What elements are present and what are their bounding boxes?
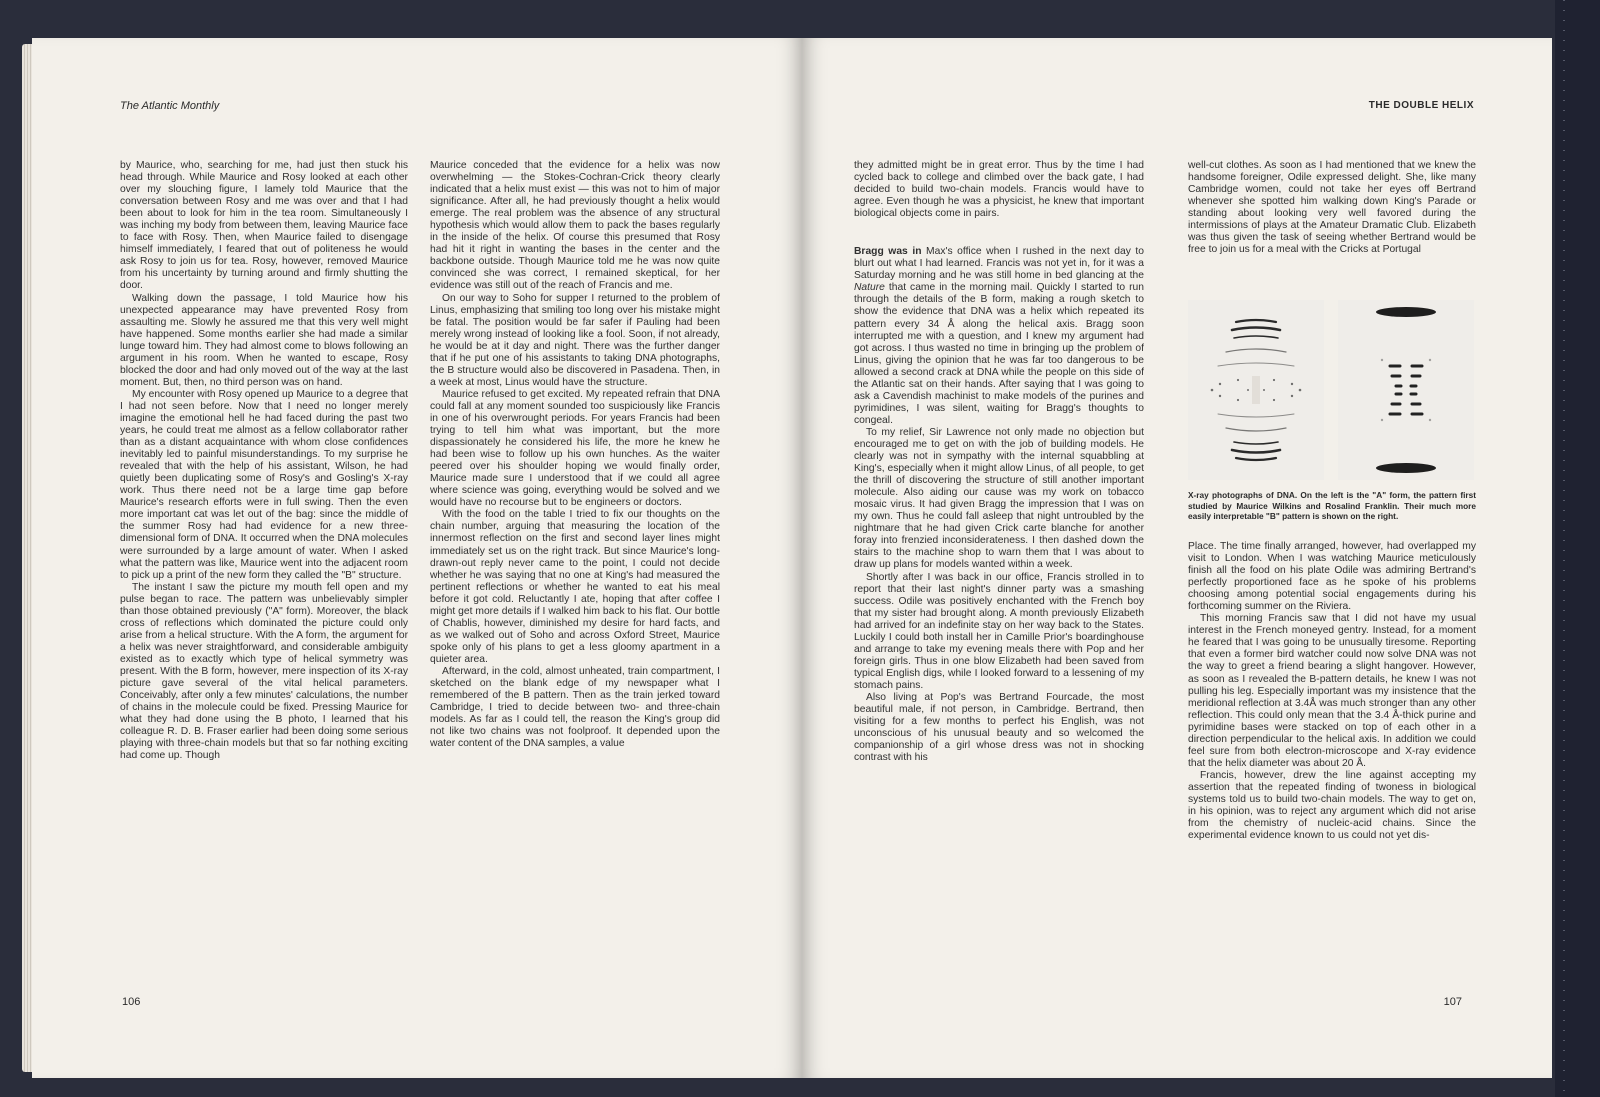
paragraph: Also living at Pop's was Bertrand Fourcade, the most beautiful male, if not person, in Cambridge. Bertrand, then visiting for a few months to perfect his English, was not unconscious of his unusual beauty and so welcomed the companionship of a girl whose dress was not in shocking contrast with his [854,691,1144,764]
left-page [32,38,802,1078]
left-column-2 [430,160,720,750]
scale-ruler [1555,0,1600,1097]
paragraph: Afterward, in the cold, almost unheated, train compartment, I sketched on the blank edge of my newspaper what I remembered of the B pattern. Then as the train jerked toward Cambridge, I tried to decide between two- and three-chain models. As far as I could tell, the reason the King's group did not like two chains was not foolproof. It depended upon the water content of the DNA samples, a value [430,665,720,750]
xray-photo-a-form [1188,300,1324,480]
paragraph: Walking down the passage, I told Maurice how his unexpected appearance may have prevented Rosy from assaulting me. Slowly he assured me that this very well might have happened. Some months earlier she had made a similar lunge toward him. They had almost come to blows following an argument in his room. When he wanted to escape, Rosy blocked the door and had only moved out of the way at the last moment. But, then, no third person was on hand. [120,292,408,388]
paragraph: Bragg was in Max's office when I rushed in the next day to blurt out what I had learned. Francis was not yet in, for it was a Saturday morning and he was still home in bed glancing at the Nature that came in the morning mail. Quickly I started to run through the details of the B form, making a rough sketch to show the evidence that DNA was a helix which repeated its pattern every 34 Å along the helical axis. Bragg soon interrupted me with a question, and I knew my argument had got across. I thus wasted no time in bringing up the problem of Linus, giving the opinion that he was far too dangerous to be allowed a second crack at DNA while the people on this side of the Atlantic sat on their hands. After saying that I was going to ask a Cavendish machinist to make models of the purines and pyrimidines, I was silent, waiting for Bragg's thoughts to congeal. [854,246,1144,426]
paragraph: To my relief, Sir Lawrence not only made no objection but encouraged me to get on with the job of building models. He clearly was not in sympathy with the internal squabbling at King's, especially when it might allow Linus, of all people, to get the thrill of discovering the structure of still another important molecule. Also aiding our cause was my work on tobacco mosaic virus. It had given Bragg the impression that I was on my own. Thus he could fall asleep that night untroubled by the nightmare that he had given Crick carte blanche for another foray into frenzied inconsiderateness. I then dashed down the stairs to the machine shop to warn them that I was about to draw up plans for models wanted within a week. [854,426,1144,571]
paragraph: This morning Francis saw that I did not have my usual interest in the French moneyed gentry. Instead, for a moment he feared that I was going to be unusually tiresome. Reporting that even a former bird watcher could now solve DNA was not the way to greet a friend bearing a slight hangover. However, as soon as I revealed the B-pattern details, he knew I was not pulling his leg. Especially important was my insistence that the meridional reflection at 3.4Å was much stronger than any other reflection. This could only mean that the 3.4 Å-thick purine and pyrimidine bases were stacked on top of each other in a direction perpendicular to the helical axis. In addition we could feel sure from both electron-microscope and X-ray evidence that the helix diameter was about 20 Å. [1188,613,1476,769]
right-column-2-bottom [1188,541,1476,842]
right-column-1 [854,160,1144,764]
right-column-2-top [1188,160,1476,256]
paragraph: My encounter with Rosy opened up Maurice to a degree that I had not seen before. Now that I need no longer merely imagine the emotional hell he had faced during the past two years, he could treat me almost as a fellow collaborator rather than as a distant acquaintance with whom close confidences inevitably led to painful misunderstandings. To my surprise he revealed that with the help of his assistant, Wilson, he had quietly been duplicating some of Rosy's and Gosling's X-ray work. Thus there need not be a large time gap before Maurice's research efforts were in full swing. Then the even more important cat was let out of the bag: since the middle of the summer Rosy had had evidence for a new three-dimensional form of DNA. It occurred when the DNA molecules were surrounded by a large amount of water. When I asked what the pattern was like, Maurice went into the adjacent room to pick up a print of the new form they called the "B" structure. [120,388,408,581]
paragraph: Francis, however, drew the line against accepting my assertion that the repeated finding of twoness in biological systems told us to build two-chain models. The way to get on, in his opinion, was to reject any argument which did not arise from the chemistry of nucleic-acid chains. Since the experimental evidence known to us could not yet dis- [1188,769,1476,842]
paragraph: they admitted might be in great error. Thus by the time I had cycled back to college and climbed over the back gate, I had decided to build two-chain models. Francis would have to agree. Even though he was a physicist, he knew that important biological objects come in pairs. [854,160,1144,220]
paragraph: Maurice refused to get excited. My repeated refrain that DNA could fall at any moment sounded too suspiciously like Francis in one of his overwrought periods. For years Francis had been trying to tell him what was important, but the more dispassionately he considered his life, the more he knew he had been wise to follow up his own hunches. As the waiter peered over his shoulder hoping we would finally order, Maurice made sure I understood that if we could all agree where science was going, everything would be solved and we would have no recourse but to be engineers or doctors. [430,388,720,509]
paragraph: by Maurice, who, searching for me, had just then stuck his head through. While Maurice and Rosy looked at each other over my slouching figure, I lamely told Maurice that the conversation between Rosy and me was over and that I had been about to look for him in the tea room. Simultaneously I was inching my body from between them, leaving Maurice face to face with Rosy. Then, when Maurice failed to disengage himself immediately, I feared that out of politeness he would ask Rosy to join us for tea. Rosy, however, removed Maurice from his uncertainty by turning around and firmly shutting the door. [120,160,408,292]
paragraph: On our way to Soho for supper I returned to the problem of Linus, emphasizing that smiling too long over his mistake might be fatal. The position would be far safer if Pauling had been merely wrong instead of looking like a fool. Soon, if not already, he would be at it day and night. There was the further danger that if he put one of his assistants to taking DNA photographs, the B structure would also be discovered in Pasadena. Then, in a week at most, Linus would have the structure. [430,292,720,388]
paragraph: With the food on the table I tried to fix our thoughts on the chain number, arguing that measuring the location of the innermost reflection on the first and second layer lines might immediately set us on the right track. But since Maurice's long-drawn-out reply never came to the point, I could not decide whether he was saying that no one at King's had measured the pertinent reflections or whether he wanted to eat his meal before it got cold. Reluctantly I ate, hoping that after coffee I might get more details if I walked him back to his flat. Our bottle of Chablis, however, diminished my desire for hard facts, and as we walked out of Soho and across Oxford Street, Maurice spoke only of his plans to get a less gloomy apartment in a quieter area. [430,509,720,665]
right-page [802,38,1552,1078]
open-magazine [22,38,1552,1078]
running-head-left: The Atlantic Monthly [120,100,220,112]
page-number-left: 106 [122,996,141,1008]
running-head-right: THE DOUBLE HELIX [1368,100,1474,111]
paragraph: The instant I saw the picture my mouth fell open and my pulse began to race. The pattern was unbelievably simpler than those obtained previously ("A" form). Moreover, the black cross of reflections which dominated the picture could only arise from a helical structure. With the A form, the argument for a helix was never straightforward, and considerable ambiguity existed as to exactly which type of helical symmetry was present. With the B form, however, mere inspection of its X-ray picture gave several of the vital helical parameters. Conceivably, after only a few minutes' calculations, the number of chains in the molecule could be fixed. Pressing Maurice for what they had done using the B photo, I learned that his colleague R. D. B. Fraser earlier had been doing some serious playing with three-chain models but that so far nothing exciting had come up. Though [120,581,408,762]
section-lead-in: Bragg was in [854,246,922,258]
xray-photo-b-form [1338,300,1474,480]
paragraph: Shortly after I was back in our office, Francis strolled in to report that their last night's dinner party was a smashing success. Odile was positively enchanted with the French boy that my sister had brought along. A month previously Elizabeth had arrived for an indefinite stay on her way back to the States. Luckily I could both install her in Camille Prior's boardinghouse and arrange to take my evening meals there with Pop and her foreign girls. Thus in one blow Elizabeth had been saved from typical English digs, while I looked forward to a lessening of my stomach pains. [854,571,1144,691]
left-column-1 [120,160,408,762]
paragraph: Place. The time finally arranged, however, had overlapped my visit to London. When I was watching Maurice meticulously finish all the food on his plate Odile was admiring Bertrand's perfectly proportioned face as he spoke of his problems choosing among potential social engagements during his forthcoming summer on the Riviera. [1188,541,1476,613]
paragraph: well-cut clothes. As soon as I had mentioned that we knew the handsome foreigner, Odile expressed delight. She, like many Cambridge women, could not take her eyes off Bertrand whenever she spotted him walking down King's Parade or standing about looking very well favored during the intermissions of plays at the Amateur Dramatic Club. Elizabeth was thus given the task of seeing whether Bertrand would be free to join us for a meal with the Cricks at Portugal [1188,160,1476,256]
paragraph: Maurice conceded that the evidence for a helix was now overwhelming — the Stokes-Cochran-Crick theory clearly indicated that a helix must exist — this was not to him of major significance. After all, he had previously thought a helix would emerge. The real problem was the absence of any structural hypothesis which would allow them to pack the bases regularly in the inside of the helix. Of course this presumed that Rosy had hit it right in wanting the bases in the center and the backbone outside. Though Maurice told me he was now quite convinced she was correct, I remained skeptical, for her evidence was still out of the reach of Francis and me. [430,160,720,292]
figure-caption: X-ray photographs of DNA. On the left is the "A" form, the pattern first studied by Maurice Wilkins and Rosalind Franklin. Their much more easily interpretable "B" pattern is shown on the right. [1188,490,1476,521]
xray-figure [1188,300,1476,480]
page-number-right: 107 [1443,996,1462,1008]
